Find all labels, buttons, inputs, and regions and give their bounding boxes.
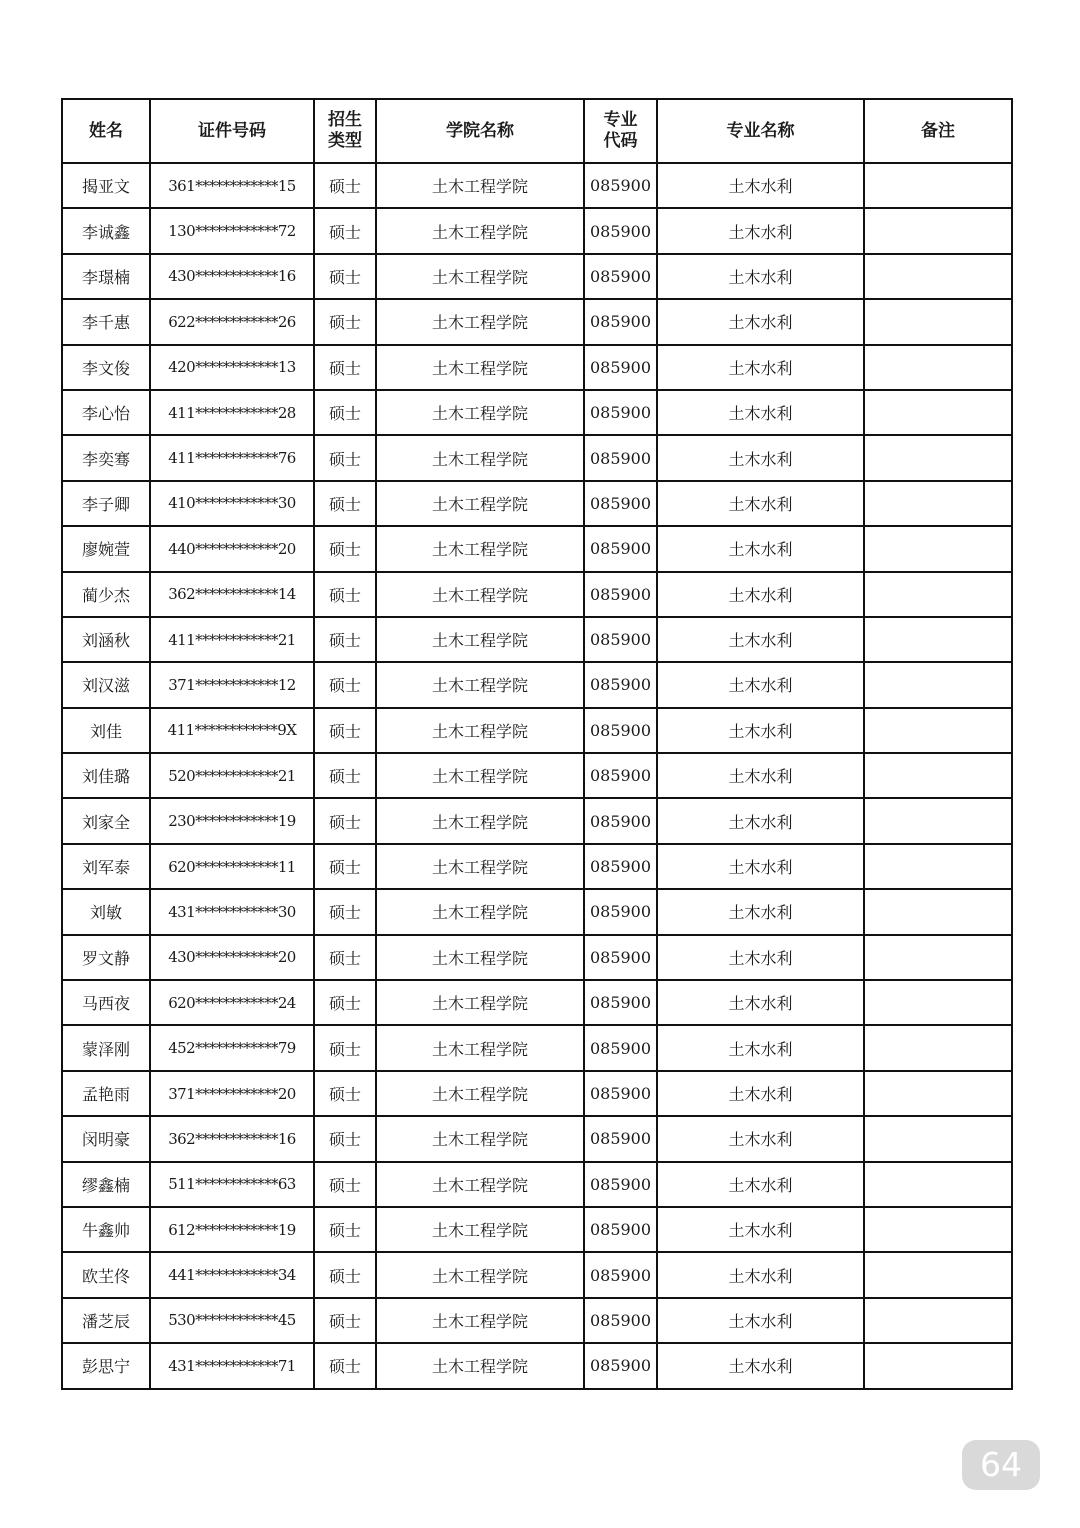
cell-college: 土木工程学院 (376, 980, 584, 1025)
cell-name: 李千惠 (62, 299, 150, 344)
cell-id-number: 362************16 (150, 1116, 314, 1161)
cell-remark (864, 662, 1012, 707)
cell-major-code: 085900 (584, 1071, 657, 1116)
cell-enrollment-type: 硕士 (314, 798, 376, 843)
cell-enrollment-type: 硕士 (314, 708, 376, 753)
header-enrollment-type (314, 99, 376, 163)
cell-enrollment-type: 硕士 (314, 1252, 376, 1297)
header-major: 专业名称 (657, 99, 864, 163)
cell-college: 土木工程学院 (376, 1116, 584, 1161)
cell-major-code: 085900 (584, 163, 657, 208)
cell-name: 马西夜 (62, 980, 150, 1025)
header-enrollment-type-line2: 类型 (328, 131, 362, 151)
cell-major-code: 085900 (584, 844, 657, 889)
cell-id-number: 411************9X (150, 708, 314, 753)
cell-name: 缪鑫楠 (62, 1162, 150, 1207)
cell-remark (864, 889, 1012, 934)
cell-remark (864, 1071, 1012, 1116)
cell-college: 土木工程学院 (376, 163, 584, 208)
table-row (62, 617, 1012, 662)
cell-college: 土木工程学院 (376, 1162, 584, 1207)
cell-name: 蔺少杰 (62, 572, 150, 617)
cell-name: 罗文静 (62, 935, 150, 980)
cell-major: 土木水利 (657, 299, 864, 344)
cell-remark (864, 163, 1012, 208)
cell-remark (864, 299, 1012, 344)
header-college: 学院名称 (376, 99, 584, 163)
cell-enrollment-type: 硕士 (314, 1343, 376, 1388)
cell-major-code: 085900 (584, 254, 657, 299)
cell-remark (864, 1252, 1012, 1297)
cell-major-code: 085900 (584, 1162, 657, 1207)
cell-id-number: 622************26 (150, 299, 314, 344)
cell-enrollment-type: 硕士 (314, 572, 376, 617)
table-row (62, 481, 1012, 526)
cell-enrollment-type: 硕士 (314, 980, 376, 1025)
cell-major-code: 085900 (584, 1025, 657, 1070)
cell-major: 土木水利 (657, 980, 864, 1025)
cell-college: 土木工程学院 (376, 1298, 584, 1343)
cell-major: 土木水利 (657, 935, 864, 980)
table-row (62, 1162, 1012, 1207)
cell-enrollment-type: 硕士 (314, 435, 376, 480)
cell-name: 刘军泰 (62, 844, 150, 889)
cell-id-number: 420************13 (150, 345, 314, 390)
cell-college: 土木工程学院 (376, 708, 584, 753)
cell-id-number: 430************20 (150, 935, 314, 980)
cell-major: 土木水利 (657, 889, 864, 934)
cell-remark (864, 844, 1012, 889)
cell-college: 土木工程学院 (376, 299, 584, 344)
admission-list-table (61, 98, 1013, 1390)
cell-enrollment-type: 硕士 (314, 481, 376, 526)
cell-major: 土木水利 (657, 708, 864, 753)
cell-id-number: 430************16 (150, 254, 314, 299)
cell-enrollment-type: 硕士 (314, 390, 376, 435)
table-row (62, 935, 1012, 980)
cell-college: 土木工程学院 (376, 208, 584, 253)
cell-id-number: 230************19 (150, 798, 314, 843)
table-row (62, 163, 1012, 208)
cell-id-number: 511************63 (150, 1162, 314, 1207)
cell-enrollment-type: 硕士 (314, 1207, 376, 1252)
table-row (62, 889, 1012, 934)
cell-id-number: 411************28 (150, 390, 314, 435)
table-row (62, 798, 1012, 843)
cell-major: 土木水利 (657, 1025, 864, 1070)
cell-college: 土木工程学院 (376, 617, 584, 662)
cell-id-number: 452************79 (150, 1025, 314, 1070)
cell-major: 土木水利 (657, 208, 864, 253)
cell-name: 揭亚文 (62, 163, 150, 208)
header-enrollment-type-line1: 招生 (328, 110, 362, 130)
cell-id-number: 612************19 (150, 1207, 314, 1252)
cell-enrollment-type: 硕士 (314, 753, 376, 798)
cell-college: 土木工程学院 (376, 345, 584, 390)
cell-id-number: 520************21 (150, 753, 314, 798)
cell-college: 土木工程学院 (376, 435, 584, 480)
header-name: 姓名 (62, 99, 150, 163)
cell-college: 土木工程学院 (376, 844, 584, 889)
cell-college: 土木工程学院 (376, 254, 584, 299)
cell-remark (864, 708, 1012, 753)
cell-major-code: 085900 (584, 617, 657, 662)
cell-major: 土木水利 (657, 526, 864, 571)
table-row (62, 299, 1012, 344)
cell-name: 欧芏佟 (62, 1252, 150, 1297)
table-header-row (62, 99, 1012, 163)
cell-major: 土木水利 (657, 345, 864, 390)
cell-major: 土木水利 (657, 753, 864, 798)
cell-major-code: 085900 (584, 345, 657, 390)
table-row (62, 1025, 1012, 1070)
cell-name: 刘涵秋 (62, 617, 150, 662)
header-remark: 备注 (864, 99, 1012, 163)
cell-major: 土木水利 (657, 1343, 864, 1388)
cell-enrollment-type: 硕士 (314, 1025, 376, 1070)
cell-major-code: 085900 (584, 798, 657, 843)
page-number-badge: 64 (962, 1440, 1040, 1490)
cell-id-number: 410************30 (150, 481, 314, 526)
table-row (62, 526, 1012, 571)
cell-id-number: 362************14 (150, 572, 314, 617)
table-row (62, 345, 1012, 390)
cell-name: 潘芝辰 (62, 1298, 150, 1343)
cell-name: 李诚鑫 (62, 208, 150, 253)
cell-name: 李奕骞 (62, 435, 150, 480)
cell-enrollment-type: 硕士 (314, 844, 376, 889)
cell-name: 廖婉萱 (62, 526, 150, 571)
cell-major-code: 085900 (584, 1298, 657, 1343)
cell-id-number: 411************76 (150, 435, 314, 480)
table-row (62, 1298, 1012, 1343)
cell-enrollment-type: 硕士 (314, 345, 376, 390)
table-row (62, 390, 1012, 435)
cell-remark (864, 798, 1012, 843)
cell-college: 土木工程学院 (376, 390, 584, 435)
cell-major-code: 085900 (584, 1116, 657, 1161)
cell-major: 土木水利 (657, 844, 864, 889)
cell-name: 彭思宁 (62, 1343, 150, 1388)
cell-name: 刘佳璐 (62, 753, 150, 798)
cell-major-code: 085900 (584, 708, 657, 753)
cell-remark (864, 617, 1012, 662)
cell-major-code: 085900 (584, 1252, 657, 1297)
header-major-code-line1: 专业 (603, 110, 638, 130)
cell-major-code: 085900 (584, 1343, 657, 1388)
cell-major-code: 085900 (584, 390, 657, 435)
cell-major: 土木水利 (657, 481, 864, 526)
cell-major-code: 085900 (584, 299, 657, 344)
cell-major: 土木水利 (657, 1207, 864, 1252)
header-major-code (584, 99, 657, 163)
cell-major: 土木水利 (657, 662, 864, 707)
cell-enrollment-type: 硕士 (314, 662, 376, 707)
cell-name: 刘敏 (62, 889, 150, 934)
header-id-number: 证件号码 (150, 99, 314, 163)
cell-id-number: 441************34 (150, 1252, 314, 1297)
table-row (62, 1207, 1012, 1252)
cell-college: 土木工程学院 (376, 798, 584, 843)
cell-major: 土木水利 (657, 1298, 864, 1343)
cell-name: 李心怡 (62, 390, 150, 435)
cell-remark (864, 1343, 1012, 1388)
table-row (62, 208, 1012, 253)
cell-college: 土木工程学院 (376, 1343, 584, 1388)
table-row (62, 1071, 1012, 1116)
cell-major: 土木水利 (657, 1252, 864, 1297)
cell-major: 土木水利 (657, 1071, 864, 1116)
cell-enrollment-type: 硕士 (314, 1298, 376, 1343)
cell-remark (864, 572, 1012, 617)
cell-id-number: 371************12 (150, 662, 314, 707)
cell-college: 土木工程学院 (376, 1071, 584, 1116)
cell-remark (864, 753, 1012, 798)
cell-major-code: 085900 (584, 572, 657, 617)
cell-major: 土木水利 (657, 1116, 864, 1161)
cell-enrollment-type: 硕士 (314, 299, 376, 344)
table-row (62, 844, 1012, 889)
cell-remark (864, 435, 1012, 480)
cell-college: 土木工程学院 (376, 662, 584, 707)
table-row (62, 980, 1012, 1025)
cell-id-number: 431************71 (150, 1343, 314, 1388)
cell-id-number: 431************30 (150, 889, 314, 934)
cell-name: 李璟楠 (62, 254, 150, 299)
cell-major-code: 085900 (584, 481, 657, 526)
cell-college: 土木工程学院 (376, 481, 584, 526)
cell-major-code: 085900 (584, 1207, 657, 1252)
cell-enrollment-type: 硕士 (314, 617, 376, 662)
cell-name: 刘佳 (62, 708, 150, 753)
cell-id-number: 440************20 (150, 526, 314, 571)
cell-college: 土木工程学院 (376, 1025, 584, 1070)
cell-major: 土木水利 (657, 572, 864, 617)
cell-college: 土木工程学院 (376, 572, 584, 617)
cell-remark (864, 935, 1012, 980)
cell-college: 土木工程学院 (376, 935, 584, 980)
cell-major: 土木水利 (657, 254, 864, 299)
cell-remark (864, 1162, 1012, 1207)
cell-name: 李子卿 (62, 481, 150, 526)
cell-remark (864, 1207, 1012, 1252)
table-row (62, 662, 1012, 707)
cell-college: 土木工程学院 (376, 526, 584, 571)
cell-enrollment-type: 硕士 (314, 163, 376, 208)
cell-major: 土木水利 (657, 390, 864, 435)
cell-major-code: 085900 (584, 980, 657, 1025)
cell-enrollment-type: 硕士 (314, 208, 376, 253)
table-row (62, 753, 1012, 798)
cell-remark (864, 254, 1012, 299)
cell-college: 土木工程学院 (376, 1207, 584, 1252)
cell-id-number: 361************15 (150, 163, 314, 208)
cell-enrollment-type: 硕士 (314, 254, 376, 299)
cell-remark (864, 345, 1012, 390)
cell-major-code: 085900 (584, 208, 657, 253)
cell-name: 牛鑫帅 (62, 1207, 150, 1252)
cell-remark (864, 1116, 1012, 1161)
cell-enrollment-type: 硕士 (314, 935, 376, 980)
cell-major-code: 085900 (584, 526, 657, 571)
cell-name: 孟艳雨 (62, 1071, 150, 1116)
cell-major: 土木水利 (657, 163, 864, 208)
cell-id-number: 620************11 (150, 844, 314, 889)
cell-remark (864, 208, 1012, 253)
cell-college: 土木工程学院 (376, 753, 584, 798)
cell-name: 刘汉滋 (62, 662, 150, 707)
cell-major-code: 085900 (584, 435, 657, 480)
table-row (62, 1252, 1012, 1297)
cell-enrollment-type: 硕士 (314, 1071, 376, 1116)
cell-enrollment-type: 硕士 (314, 526, 376, 571)
cell-major: 土木水利 (657, 617, 864, 662)
cell-college: 土木工程学院 (376, 1252, 584, 1297)
table-row (62, 1343, 1012, 1388)
table-row (62, 572, 1012, 617)
cell-remark (864, 1025, 1012, 1070)
cell-remark (864, 481, 1012, 526)
cell-id-number: 371************20 (150, 1071, 314, 1116)
cell-major-code: 085900 (584, 662, 657, 707)
cell-enrollment-type: 硕士 (314, 1162, 376, 1207)
cell-id-number: 130************72 (150, 208, 314, 253)
cell-major: 土木水利 (657, 1162, 864, 1207)
table-row (62, 708, 1012, 753)
cell-enrollment-type: 硕士 (314, 889, 376, 934)
cell-remark (864, 1298, 1012, 1343)
table-row (62, 254, 1012, 299)
cell-name: 李文俊 (62, 345, 150, 390)
cell-remark (864, 980, 1012, 1025)
cell-name: 刘家全 (62, 798, 150, 843)
cell-id-number: 620************24 (150, 980, 314, 1025)
cell-college: 土木工程学院 (376, 889, 584, 934)
cell-major: 土木水利 (657, 435, 864, 480)
cell-remark (864, 526, 1012, 571)
cell-major-code: 085900 (584, 935, 657, 980)
cell-enrollment-type: 硕士 (314, 1116, 376, 1161)
cell-major-code: 085900 (584, 889, 657, 934)
table-row (62, 1116, 1012, 1161)
cell-name: 闵明豪 (62, 1116, 150, 1161)
table-row (62, 435, 1012, 480)
cell-id-number: 530************45 (150, 1298, 314, 1343)
cell-id-number: 411************21 (150, 617, 314, 662)
cell-major: 土木水利 (657, 798, 864, 843)
cell-name: 蒙泽刚 (62, 1025, 150, 1070)
cell-major-code: 085900 (584, 753, 657, 798)
header-major-code-line2: 代码 (603, 131, 638, 151)
cell-remark (864, 390, 1012, 435)
